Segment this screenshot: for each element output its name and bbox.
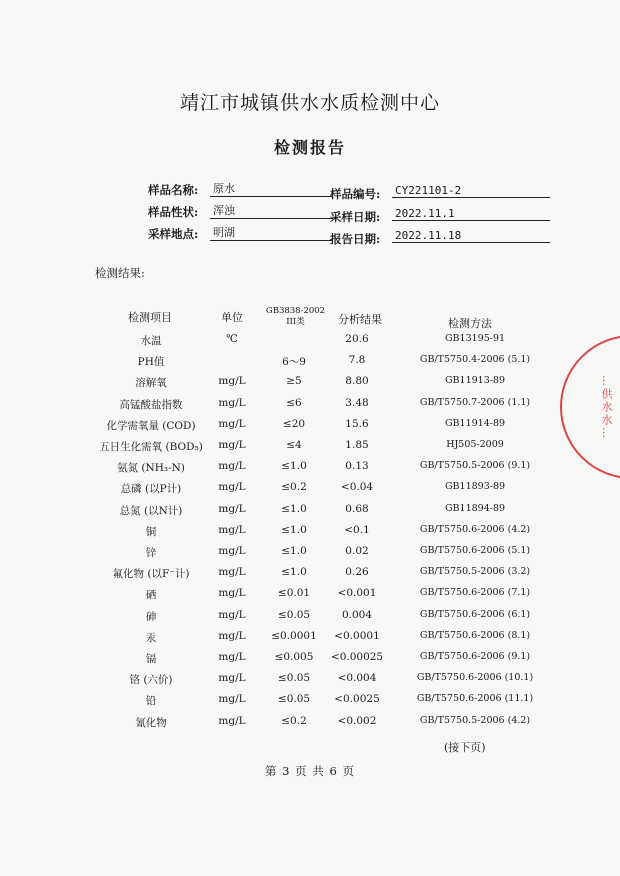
header-unit: 单位 bbox=[221, 311, 243, 324]
report-date-label: 报告日期: bbox=[330, 232, 381, 246]
sampling-date-label: 采样日期: bbox=[330, 210, 381, 224]
cell-method: GB11894-89 bbox=[444, 502, 506, 514]
cell-unit: mg/L bbox=[218, 629, 246, 642]
cell-item: 铅 bbox=[145, 695, 157, 708]
cell-standard: ≤0.005 bbox=[274, 651, 314, 663]
cell-result: <0.0001 bbox=[334, 629, 380, 642]
cell-result: 8.80 bbox=[345, 375, 369, 388]
cell-method: GB/T5750.6-2006 (4.2) bbox=[419, 523, 531, 535]
cell-method: GB11914-89 bbox=[444, 417, 506, 429]
cell-standard: ≤4 bbox=[286, 439, 302, 451]
header-standard-line1: GB3838-2002 bbox=[265, 306, 326, 316]
cell-item: 砷 bbox=[145, 610, 157, 623]
cell-method: GB/T5750.4-2006 (5.1) bbox=[419, 354, 531, 366]
cell-result: <0.004 bbox=[337, 672, 377, 685]
sample-name-value: 原水 bbox=[210, 180, 333, 197]
cell-result: 0.26 bbox=[345, 566, 369, 579]
cell-standard: ≤1.0 bbox=[281, 460, 307, 473]
cell-unit: mg/L bbox=[218, 566, 246, 579]
cell-method: HJ505-2009 bbox=[446, 439, 504, 450]
cell-unit: mg/L bbox=[218, 481, 246, 494]
sample-name-label: 样品名称: bbox=[148, 183, 199, 197]
cell-method: GB/T5750.6-2006 (6.1) bbox=[419, 608, 531, 620]
seal-stamp-text: …供水水… bbox=[600, 375, 613, 440]
cell-standard: ≤0.05 bbox=[277, 672, 311, 685]
cell-unit: mg/L bbox=[218, 460, 246, 473]
cell-result: <0.00025 bbox=[330, 651, 384, 663]
header-standard-line2: III类 bbox=[286, 317, 305, 327]
cell-result: <0.001 bbox=[337, 587, 377, 600]
cell-result: 0.02 bbox=[345, 545, 369, 557]
cell-standard: ≤1.0 bbox=[281, 566, 307, 579]
header-method: 检测方法 bbox=[448, 317, 492, 330]
cell-unit: mg/L bbox=[218, 714, 246, 727]
cell-result: 15.6 bbox=[345, 417, 369, 430]
cell-item: 水温 bbox=[140, 335, 162, 347]
meta-sample-nature bbox=[148, 204, 235, 220]
cell-item: 氟化物 (以F⁻计) bbox=[112, 568, 190, 581]
cell-unit: mg/L bbox=[218, 523, 246, 536]
cell-result: <0.002 bbox=[337, 714, 377, 727]
cell-standard: ≤6 bbox=[286, 396, 302, 409]
cell-item: 镉 bbox=[145, 653, 157, 665]
cell-standard: ≤20 bbox=[282, 417, 306, 430]
cell-unit: mg/L bbox=[218, 375, 246, 388]
meta-sample-name bbox=[148, 182, 235, 198]
cell-method: GB/T5750.5-2006 (9.1) bbox=[419, 460, 531, 472]
cell-standard: ≤0.05 bbox=[277, 608, 311, 621]
cell-method: GB/T5750.5-2006 (4.2) bbox=[419, 714, 531, 726]
cell-item: PH值 bbox=[137, 356, 165, 369]
cell-standard: ≤0.2 bbox=[281, 714, 307, 727]
cell-unit: mg/L bbox=[218, 545, 246, 557]
cell-standard: ≤1.0 bbox=[281, 523, 307, 536]
cell-result: <0.04 bbox=[340, 481, 374, 494]
cell-method: GB/T5750.6-2006 (10.1) bbox=[416, 672, 534, 684]
meta-sampling-date bbox=[330, 207, 455, 225]
sample-no-value: CY221101-2 bbox=[392, 184, 550, 198]
cell-item: 总磷 (以P计) bbox=[120, 483, 182, 496]
cell-method: GB/T5750.6-2006 (8.1) bbox=[419, 629, 531, 641]
meta-sampling-site bbox=[148, 226, 235, 242]
cell-item: 高锰酸盐指数 bbox=[119, 398, 183, 411]
cell-method: GB11893-89 bbox=[444, 481, 506, 493]
cell-result: 3.48 bbox=[345, 396, 369, 409]
cell-standard: ≤0.01 bbox=[277, 587, 311, 600]
cell-unit: mg/L bbox=[218, 587, 246, 600]
cell-standard: ≤0.05 bbox=[277, 693, 311, 706]
cell-unit: mg/L bbox=[218, 439, 246, 451]
cell-result: <0.0025 bbox=[334, 693, 380, 706]
cell-method: GB/T5750.6-2006 (7.1) bbox=[419, 587, 531, 599]
results-label: 检测结果: bbox=[95, 266, 145, 280]
continued-note: (接下页) bbox=[444, 741, 486, 754]
cell-item: 铜 bbox=[145, 525, 157, 538]
cell-method: GB13195-91 bbox=[444, 333, 506, 344]
cell-result: <0.1 bbox=[344, 523, 370, 536]
cell-item: 铬 (六价) bbox=[129, 674, 173, 687]
cell-standard: ≤0.0001 bbox=[271, 629, 317, 642]
meta-sample-no bbox=[330, 184, 462, 202]
sampling-date-value: 2022.11.1 bbox=[392, 207, 550, 221]
cell-unit: mg/L bbox=[218, 396, 246, 409]
page-number: 第 3 页 共 6 页 bbox=[265, 764, 355, 778]
cell-result: 7.8 bbox=[348, 354, 366, 367]
header-item: 检测项目 bbox=[128, 311, 172, 324]
sampling-site-value: 明湖 bbox=[210, 224, 333, 241]
cell-result: 20.6 bbox=[345, 333, 369, 345]
cell-method: GB/T5750.6-2006 (5.1) bbox=[419, 545, 531, 556]
cell-item: 总氮 (以N计) bbox=[119, 504, 183, 517]
cell-standard: ≤1.0 bbox=[281, 545, 307, 557]
cell-method: GB11913-89 bbox=[444, 375, 506, 387]
cell-unit: mg/L bbox=[218, 608, 246, 621]
meta-report-date bbox=[330, 229, 462, 247]
report-date-value: 2022.11.18 bbox=[392, 229, 550, 243]
sampling-site-label: 采样地点: bbox=[148, 227, 199, 241]
cell-standard: ≥5 bbox=[286, 375, 302, 388]
sample-no-label: 样品编号: bbox=[330, 187, 381, 201]
cell-item: 氨氮 (NH₃-N) bbox=[117, 462, 185, 475]
cell-standard: ≤0.2 bbox=[281, 481, 307, 494]
cell-result: 1.85 bbox=[345, 439, 369, 451]
cell-item: 汞 bbox=[145, 631, 157, 644]
cell-item: 氰化物 bbox=[135, 716, 167, 729]
cell-unit: mg/L bbox=[218, 672, 246, 685]
sample-nature-value: 浑浊 bbox=[210, 202, 333, 219]
header-result: 分析结果 bbox=[338, 313, 382, 326]
cell-method: GB/T5750.6-2006 (11.1) bbox=[416, 693, 534, 705]
cell-method: GB/T5750.5-2006 (3.2) bbox=[419, 566, 531, 578]
cell-unit: mg/L bbox=[218, 502, 246, 515]
cell-method: GB/T5750.6-2006 (9.1) bbox=[419, 651, 531, 662]
cell-unit: mg/L bbox=[218, 693, 246, 706]
cell-method: GB/T5750.7-2006 (1.1) bbox=[419, 396, 531, 408]
cell-unit: mg/L bbox=[218, 417, 246, 430]
cell-result: 0.13 bbox=[345, 460, 369, 473]
cell-item: 五日生化需氧 (BOD₅) bbox=[99, 441, 203, 453]
cell-result: 0.004 bbox=[341, 608, 373, 621]
organization-name: 靖江市城镇供水水质检测中心 bbox=[179, 92, 440, 114]
cell-standard: ≤1.0 bbox=[281, 502, 307, 515]
cell-result: 0.68 bbox=[345, 502, 369, 515]
cell-unit: ℃ bbox=[226, 333, 238, 345]
cell-unit: mg/L bbox=[218, 651, 246, 663]
cell-item: 溶解氧 bbox=[135, 377, 167, 390]
report-title: 检测报告 bbox=[273, 138, 346, 157]
cell-item: 化学需氧量 (COD) bbox=[106, 419, 196, 432]
sample-nature-label: 样品性状: bbox=[148, 205, 199, 219]
cell-item: 锌 bbox=[145, 547, 157, 559]
cell-standard: 6～9 bbox=[282, 356, 306, 369]
cell-item: 硒 bbox=[145, 589, 157, 602]
